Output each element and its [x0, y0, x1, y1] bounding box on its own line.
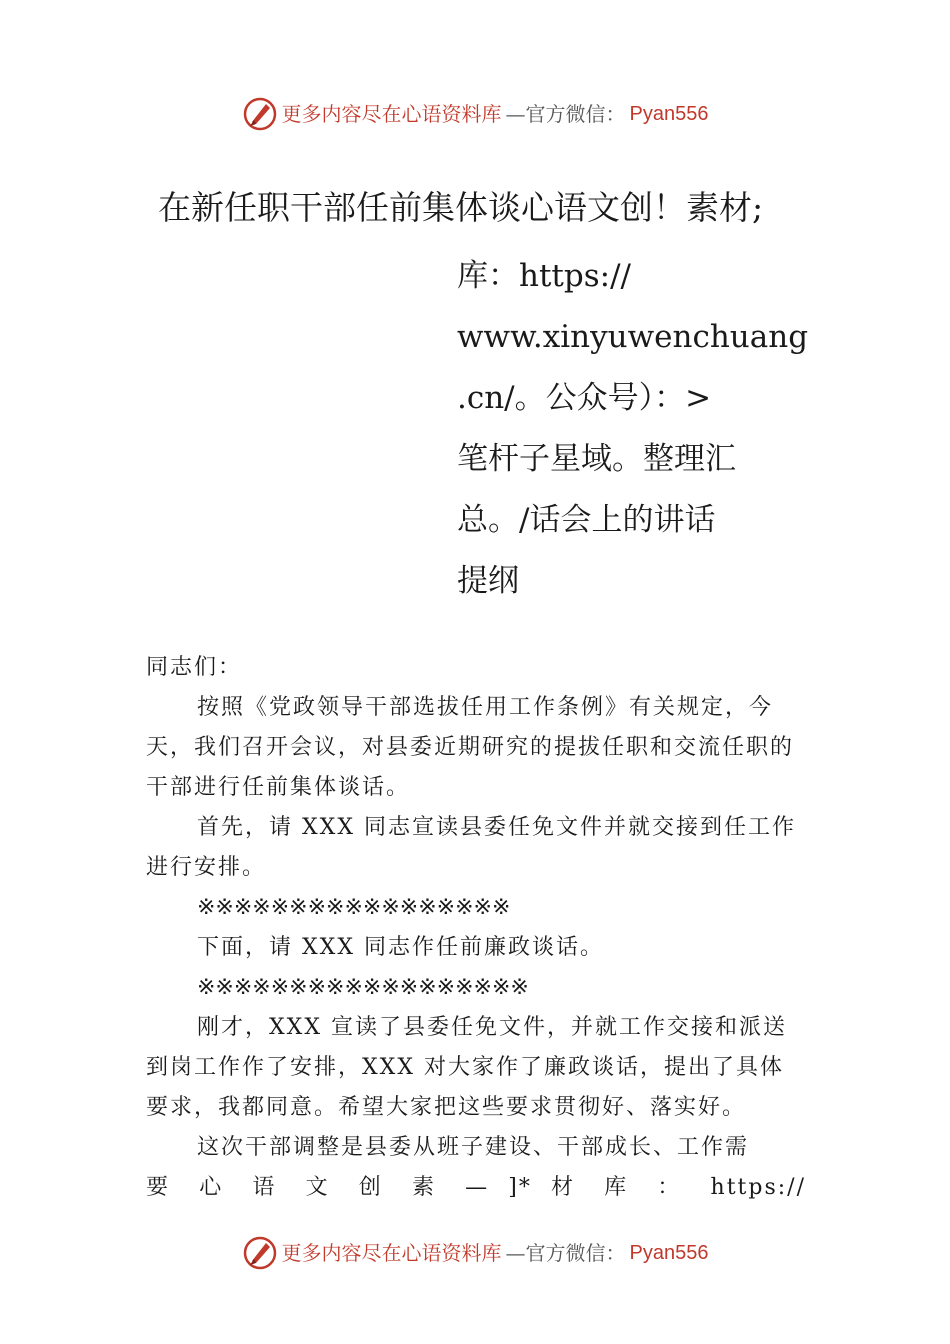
document-title-line1: 在新任职干部任前集体谈心语文创！素材;	[158, 188, 764, 227]
pen-logo-icon	[242, 1235, 278, 1271]
paragraph-2: 首先，请 XXX 同志宣读县委任免文件并就交接到任工作进行安排。	[146, 815, 796, 880]
watermark-main-text: 更多内容尽在心语资料库	[281, 102, 502, 126]
title-line: 总。/话会上的讲话	[457, 502, 716, 538]
title-line: www.xinyuwenchuang	[457, 319, 809, 355]
paragraph-3: 下面，请 XXX 同志作任前廉政谈话。	[197, 935, 604, 960]
title-line: 提纲	[457, 563, 519, 599]
watermark-main-text: 更多内容尽在心语资料库	[281, 1241, 502, 1265]
title-line: .cn/。公众号）：>	[457, 380, 712, 416]
paragraph-4: 刚才，XXX 宣读了县委任免文件，并就工作交接和派送到岗工作作了安排，XXX 对大家作了廉政谈话，提出了具体要求，我都同意。希望大家把这些要求贯彻好、落实好。	[146, 1015, 787, 1120]
title-line: 笔杆子星域。整理汇	[457, 441, 736, 477]
document-body	[146, 648, 806, 1208]
watermark-header	[0, 96, 950, 132]
separator-stars-1: ※※※※※※※※※※※※※※※※※	[197, 895, 511, 920]
paragraph-1: 按照《党政领导干部选拔任用工作条例》有关规定，今天，我们召开会议，对县委近期研究的提拔任职和交流任职的干部进行任前集体谈话。	[146, 695, 795, 800]
watermark-wechat-id: Pyan556	[629, 1242, 709, 1264]
separator-stars-2: ※※※※※※※※※※※※※※※※※※	[197, 975, 529, 1000]
pen-logo-icon	[242, 96, 278, 132]
watermark-footer	[0, 1235, 950, 1271]
watermark-wechat-id: Pyan556	[629, 103, 709, 125]
title-line: 库：https://	[457, 258, 631, 294]
paragraph-5-line1: 这次干部调整是县委从班子建设、干部成长、工作需	[197, 1135, 750, 1160]
salutation: 同志们：	[146, 655, 243, 680]
watermark-dash-text: —官方微信：	[505, 1241, 626, 1265]
paragraph-5-line2: 要 心 语 文 创 素 — ]* 材 库 ： https://	[146, 1175, 806, 1200]
document-title-continuation	[457, 246, 809, 612]
watermark-dash-text: —官方微信：	[505, 102, 626, 126]
